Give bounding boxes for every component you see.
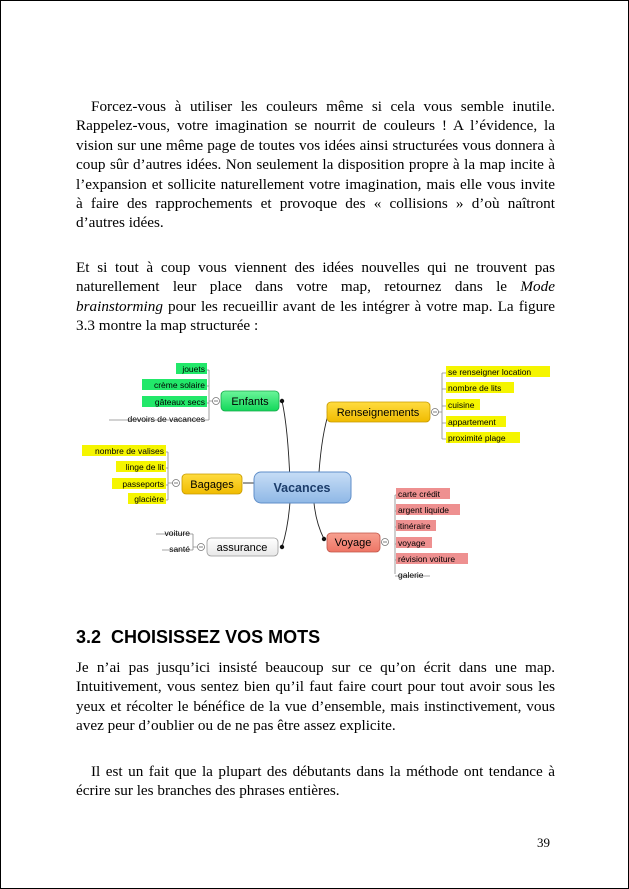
paragraph-brainstorming xyxy=(76,258,555,336)
section-title: CHOISISSEZ VOS MOTS xyxy=(111,627,321,647)
leaf-cuisine: cuisine xyxy=(448,400,475,410)
paragraph-brainstorming-start: Et si tout à coup vous viennent des idées nouvelles qui ne trouvent pas naturellement leur place dans votre map, retournez dans le xyxy=(76,259,555,296)
mind-map-svg xyxy=(76,358,561,594)
leaf-gateaux-secs: gâteaux secs xyxy=(154,397,205,407)
paragraph-choose-words: Je n’ai pas jusqu’ici insisté beaucoup sur ce qu’on écrit dans une map. Intuitivement, vous sentez bien qu’il faut faire court pour tout avoir sous les yeux et récolter le bénéfice de la vue d’ensemble, mais instinctivement, vous avez peur d’oublier ou de ne pas être assez explicite. xyxy=(76,659,555,735)
paragraph-colors: Forcez-vous à utiliser les couleurs même si cela vous semble inutile. Rappelez-vous, votre imagination se nourrit de couleurs ! A l’évidence, la vision sur une même page de toutes vos idées ainsi structurées vous donnera à coup sûr d’autres idées. Non seulement la disposition propre à la map incite à l’expansion et sollicite naturellement votre imagination, mais elle vous invite à faire des rapprochements et provoque des « collisions » d’où naîtront d’autres idées. xyxy=(76,98,555,232)
leaf-jouets: jouets xyxy=(182,364,205,374)
dot-assurance xyxy=(280,545,284,549)
leaf-carte-credit: carte crédit xyxy=(398,489,441,499)
node-bagages-label: Bagages xyxy=(190,479,234,491)
leaf-argent-liquide: argent liquide xyxy=(398,505,450,515)
leaf-itineraire: itinéraire xyxy=(398,521,431,531)
mind-map-figure xyxy=(76,358,561,594)
leaf-sante: santé xyxy=(169,544,190,554)
paragraph-brainstorming-end: pour les recueillir avant de les intégrer à votre map. La figure 3.3 montre la map structurée : xyxy=(76,297,555,335)
leaf-voiture: voiture xyxy=(164,528,190,538)
leaf-glaciere: glacière xyxy=(134,494,164,504)
dot-enfants xyxy=(280,399,284,403)
leaf-devoirs: devoirs de vacances xyxy=(127,414,205,424)
node-assurance-label: assurance xyxy=(216,542,268,554)
leaf-voyage: voyage xyxy=(398,538,426,548)
section-heading xyxy=(76,627,320,648)
page-number: 39 xyxy=(537,835,550,850)
leaf-revision-voiture: révision voiture xyxy=(398,554,456,564)
leaf-appartement: appartement xyxy=(448,417,496,427)
paragraph-beginners: Il est un fait que la plupart des débutants dans la méthode ont tendance à écrire sur les branches des phrases entières. xyxy=(76,763,555,800)
dot-voyage xyxy=(322,537,326,541)
node-voyage-label: Voyage xyxy=(334,537,372,549)
center-label: Vacances xyxy=(273,481,331,495)
leaf-proximite-plage: proximité plage xyxy=(448,433,506,443)
node-enfants-label: Enfants xyxy=(231,396,269,408)
leaf-se-renseigner: se renseigner location xyxy=(448,367,532,377)
leaf-galerie: galerie xyxy=(398,570,424,580)
leaf-passeports: passeports xyxy=(122,479,164,489)
leaf-nombre-lits: nombre de lits xyxy=(448,383,502,393)
section-number: 3.2 xyxy=(76,627,102,647)
leaf-linge-de-lit: linge de lit xyxy=(125,462,164,472)
leaf-creme-solaire: crème solaire xyxy=(153,380,205,390)
mode-brainstorming-emphasis: Mode brainstorming xyxy=(76,278,555,315)
leaf-nombre-valises: nombre de valises xyxy=(95,446,164,456)
node-renseignements-label: Renseignements xyxy=(336,407,420,419)
